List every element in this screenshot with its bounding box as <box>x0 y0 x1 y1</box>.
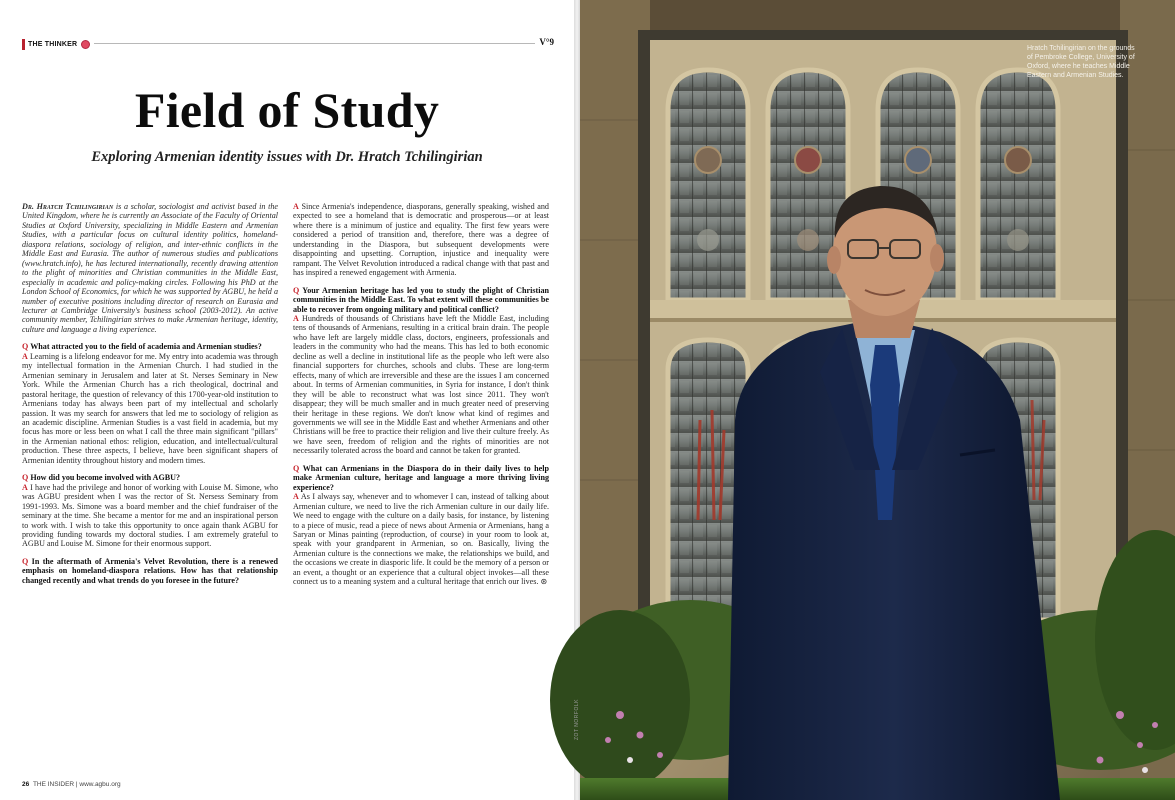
answer-text: I have had the privilege and honor of working with Louise M. Simone, who was AGBU president when I was the rector of St. Nersess Seminary from 1991-1993. Ms. Simone was a board member and the chief fundraiser of the seminary at the time. She became a mentor for me and an inspirational person to work with. I wish to take this opportunity to once again thank AGBU for providing funding towards my doctoral studies. I am extremely grateful to AGBU and Louise M. Simone for their enormous support. <box>22 482 278 549</box>
answer <box>293 202 549 278</box>
section-badge-icon <box>81 40 90 49</box>
issue-number: V°9 <box>535 37 554 47</box>
portrait-photo <box>580 0 1175 800</box>
question <box>293 464 549 492</box>
question <box>22 473 278 482</box>
end-mark-icon: ⊛ <box>540 577 548 587</box>
answer <box>293 492 549 587</box>
answer-marker: A <box>293 492 299 502</box>
publication-name: THE INSIDER | www.agbu.org <box>32 781 121 788</box>
question-text: Your Armenian heritage has led you to study the plight of Christian communities in the Middle East. To what extent will these communities be able to recover from ongoing military and political conflict? <box>293 285 550 314</box>
header-rule <box>22 43 554 44</box>
answer <box>22 483 278 549</box>
section-accent-bar <box>22 39 25 50</box>
question-text: In the aftermath of Armenia's Velvet Revolution, there is a renewed emphasis on homeland-diaspora relations. How has that relationship changed recently and what trends do you foresee in the future? <box>22 556 278 585</box>
question-marker: Q <box>293 285 300 295</box>
question <box>22 342 278 351</box>
question-marker: Q <box>22 473 29 483</box>
answer <box>293 314 549 456</box>
page-title: Field of Study <box>134 82 440 138</box>
qa-block-4 <box>293 286 549 456</box>
page-subtitle: Exploring Armenian identity issues with Dr. Hratch Tchilingirian <box>91 149 483 165</box>
question <box>22 557 278 585</box>
page-footer <box>22 781 121 788</box>
question-marker: Q <box>22 556 29 566</box>
answer-text: As I always say, whenever and to whomever I can, instead of talking about Armenian culture, we need to live the rich Armenian culture in our daily life. We need to engage with the culture on a daily basis, for instance, by listening to a piece of music, read a piece of news about Armenia or Armenians, hang a Saryan or Minas painting (reproduction, of course) in your room to look at, speak with your grandparent in Armenian, so on. Basically, living the Armenian culture is the connections we make, the relationships we build, and the occasions we create in diasporic life. It could be the memory of a person or an event, a thought or an experience that a cultural object invokes—all these connect us to a meaning system and a cultural heritage that enrich our lives. <box>293 492 549 587</box>
article-column-right <box>293 202 549 587</box>
qa-block-5 <box>293 464 549 587</box>
question-text: What attracted you to the field of academia and Armenian studies? <box>30 342 262 352</box>
section-tag <box>22 38 94 50</box>
question-text: What can Armenians in the Diaspora do in their daily lives to help make Armenian culture, heritage and language a more thriving living experience? <box>293 463 549 492</box>
question <box>293 286 549 314</box>
question-text: How did you become involved with AGBU? <box>30 473 181 483</box>
photo-page <box>574 0 1175 800</box>
intro-text: is a scholar, sociologist and activist based in the United Kingdom, where he is currently an Associate of the Faculty of Oriental Studies at Oxford University, specializing in Middle Eastern and Armenian Studies, with a particular focus on cultural identity politics, homeland-diaspora relations, sociology of religion, and inter-ethnic conflicts in the Middle East and Eurasia. The author of numerous studies and publications (www.hratch.info), he has lectured internationally, recently drawing attention to the plight of minorities and Christian communities in the Middle East, especially in academic and policy-making circles. Following his PhD at the London School of Economics, for which he was supported by AGBU, he held a number of executive positions including director of research on Eurasia and lecturer at Cambridge University's business school (2003-2012). An active community member, Tchilingirian strives to make Armenian heritage, identity, culture and language a living experience. <box>22 202 278 334</box>
answer <box>22 352 278 465</box>
answer-marker: A <box>293 313 299 323</box>
page-number: 26 <box>22 781 30 788</box>
answer-text: Learning is a lifelong endeavor for me. My entry into academia was through my intellectual formation in the Armenian Church. I had studied in the Armenian seminary in Jerusalem and later at St. Nerses Seminary in New York. While the Armenian Church has a rich theological, doctrinal and pastoral heritage, the question of relevancy of this 1700-year-old institution to Armenians today has always been part of my intellectual and scholarly passion. It was my search for answers that led me to sociology of religion as an academic discipline. Armenian Studies is a vast field in academia, but my focus has more or less been on what I call the three main significant "pillars" in the Armenian national ethos: religion, education, and intellectual/cultural production. These three aspects, I believe, have been significant shapers of Armenian identity throughout history and modern times. <box>22 351 278 465</box>
answer-text: Hundreds of thousands of Christians have left the Middle East, including tens of thousands of Armenians, resulting in a critical brain drain. The people who have left are largely middle class, doctors, engineers, professionals and leaders in the community who had the means. This has led to both economic decline as well a decline in institutional life as the people who left were also financial supporters for churches, schools and clubs. These are long-term effects, many of which are irreversible and these are the issues I am concerned about. In terms of Armenian communities, in Syria for instance, I don't think they will be able to reconstruct what was lost since 2011. They won't disappear; they will be much smaller and in much greater need of preserving their heritage in these regions. We don't know what kind of regimes and governments we will see in the Middle East and whether Armenians and other Christians will be free to practice their religion and live their culture freely. As we have seen, freedom of religion and the rights of minorities are not necessarily tolerated across the board and cannot be taken for granted. <box>293 313 549 456</box>
answer-marker: A <box>22 351 28 361</box>
photo-credit: ZOT NORFOLK <box>574 699 580 740</box>
page-header <box>22 38 554 50</box>
photo-caption: Hratch Tchilingirian on the grounds of Pembroke College, University of Oxford, where he teaches Middle Eastern and Armenian Studies. <box>1027 45 1135 79</box>
answer-marker: A <box>293 202 299 211</box>
question-marker: Q <box>293 463 300 473</box>
answer-marker: A <box>22 482 28 492</box>
section-label: THE THINKER <box>28 40 78 48</box>
intro-lead: Dr. Hratch Tchilingirian <box>22 202 114 211</box>
qa-block-3 <box>22 557 278 585</box>
qa-block-1 <box>22 342 278 465</box>
intro-paragraph <box>22 202 278 334</box>
qa-block-2 <box>22 473 278 549</box>
question-marker: Q <box>22 342 29 352</box>
article-column-left <box>22 202 278 585</box>
answer-text: Since Armenia's independence, diasporans, generally speaking, wished and expected to see a homeland that is democratic and prosperous—or at least where there is a minimum of justice and equality. The first few years were considered a period of transition and, therefore, there was a degree of understanding in the Diaspora, but subsequent developments were disappointing and upsetting. Corruption, injustice and inequality were rampant. The Velvet Revolution introduced a radical change with that past and has inspired a renewed engagement with Armenia. <box>293 202 549 278</box>
article-page <box>0 0 574 800</box>
